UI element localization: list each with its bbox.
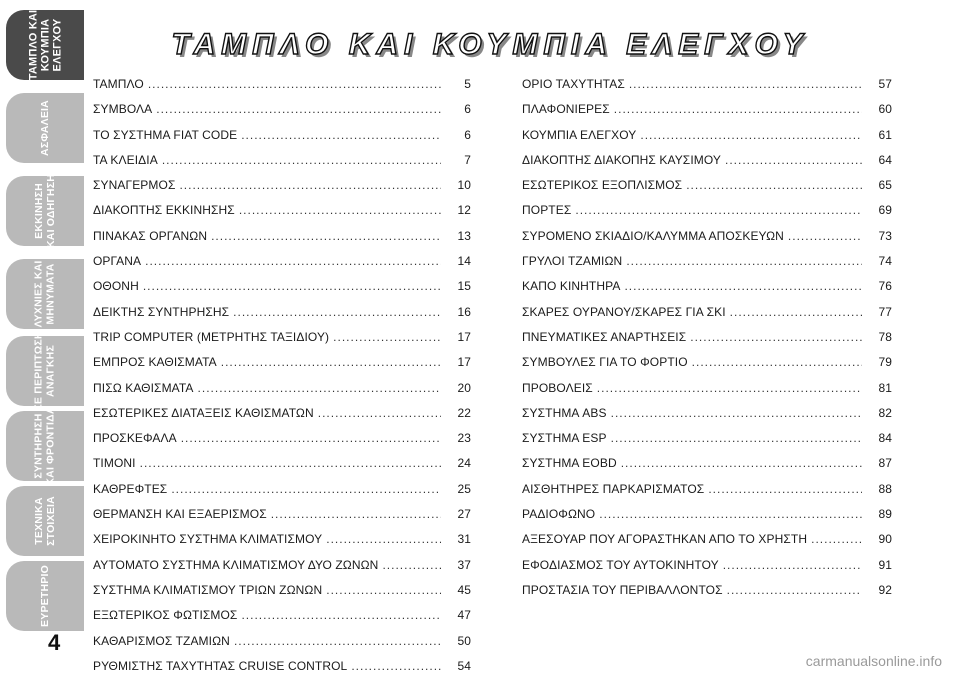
toc-entry-page: 37 <box>457 557 471 572</box>
toc-entry-title: ΟΘΟΝΗ <box>93 279 139 294</box>
toc-entry[interactable] <box>93 583 471 608</box>
toc-entry-title: ΑΥΤΟΜΑΤΟ ΣΥΣΤΗΜΑ ΚΛΙΜΑΤΙΣΜΟΥ ΔΥΟ ΖΩΝΩΝ <box>93 557 379 572</box>
toc-leader-dots <box>708 482 862 496</box>
toc-entry-title: ΟΡΓΑΝΑ <box>93 254 142 269</box>
toc-entry[interactable] <box>93 102 471 127</box>
toc-entry-page: 73 <box>878 228 892 243</box>
toc-entry-title: ΣΥΝΑΓΕΡΜΟΣ <box>93 178 176 193</box>
toc-leader-dots <box>211 229 441 243</box>
toc-entry[interactable] <box>93 431 471 456</box>
toc-entry-page: 76 <box>878 279 892 294</box>
toc-leader-dots <box>575 203 862 217</box>
toc-entry-title: ΣΥΜΒΟΛΑ <box>93 102 153 117</box>
toc-entry-title: ΠΡΟΣΤΑΣΙΑ ΤΟΥ ΠΕΡΙΒΑΛΛΟΝΤΟΣ <box>522 582 723 597</box>
toc-entry-title: ΠΝΕΥΜΑΤΙΚΕΣ ΑΝΑΡΤΗΣΕΙΣ <box>522 329 687 344</box>
toc-entry[interactable] <box>93 330 471 355</box>
toc-entry[interactable] <box>522 456 892 481</box>
toc-entry[interactable] <box>93 507 471 532</box>
toc-entry-title: ΣΥΡΟΜΕΝΟ ΣΚΙΑΔΙΟ/ΚΑΛΥΜΜΑ ΑΠΟΣΚΕΥΩΝ <box>522 228 784 243</box>
toc-entry[interactable] <box>93 178 471 203</box>
toc-entry-title: ΡΑΔΙΟΦΩΝΟ <box>522 507 596 522</box>
toc-entry-page: 25 <box>457 481 471 496</box>
toc-entry-page: 64 <box>878 152 892 167</box>
toc-entry-title: ΠΛΑΦΟΝΙΕΡΕΣ <box>522 102 610 117</box>
toc-leader-dots <box>241 128 441 142</box>
toc-entry[interactable] <box>93 659 471 684</box>
toc-entry-page: 79 <box>878 355 892 370</box>
toc-entry-title: ΕΣΩΤΕΡΙΚΕΣ ΔΙΑΤΑΞΕΙΣ ΚΑΘΙΣΜΑΤΩΝ <box>93 405 314 420</box>
toc-entry-title: ΠΙΝΑΚΑΣ ΟΡΓΑΝΩΝ <box>93 228 208 243</box>
toc-leader-dots <box>686 178 862 192</box>
tab-label: ΕΥΡΕΤΗΡΙΟ <box>39 565 51 627</box>
toc-entry-page: 6 <box>464 102 471 117</box>
toc-entry-page: 81 <box>878 380 892 395</box>
toc-leader-dots <box>626 254 862 268</box>
toc-leader-dots <box>692 355 862 369</box>
toc-entry-page: 88 <box>878 481 892 496</box>
toc-entry-page: 22 <box>457 405 471 420</box>
tab-label: ΛΥΧΝΙΕΣ ΚΑΙ ΜΗΝΥΜΑΤΑ <box>33 260 57 328</box>
toc-entry[interactable] <box>522 330 892 355</box>
toc-entry[interactable] <box>93 532 471 557</box>
toc-leader-dots <box>788 229 862 243</box>
toc-leader-dots <box>221 355 441 369</box>
watermark: carmanualsonline.info <box>805 653 942 669</box>
toc-entry-title: ΕΜΠΡΟΣ ΚΑΘΙΣΜΑΤΑ <box>93 355 217 370</box>
toc-entry[interactable] <box>522 406 892 431</box>
toc-entry-page: 89 <box>878 507 892 522</box>
toc-leader-dots <box>614 102 862 116</box>
toc-leader-dots <box>624 279 862 293</box>
toc-leader-dots <box>179 178 441 192</box>
toc-entry-title: ΤΑΜΠΛΟ <box>93 77 144 91</box>
toc-entry-title: ΤΟ ΣΥΣΤΗΜΑ FIAT CODE <box>93 127 238 142</box>
toc-leader-dots <box>727 583 862 597</box>
toc-entry-title: ΤΙΜΟΝΙ <box>93 456 136 471</box>
toc-entry[interactable] <box>522 153 892 178</box>
toc-entry-page: 5 <box>464 77 471 91</box>
tab-dashboard-controls[interactable] <box>6 10 84 80</box>
toc-entry[interactable] <box>522 381 892 406</box>
toc-entry-page: 10 <box>457 178 471 193</box>
tab-maintenance[interactable] <box>6 406 84 486</box>
toc-leader-dots <box>629 77 862 91</box>
toc-leader-dots <box>621 456 862 470</box>
tab-technical-data[interactable] <box>6 486 84 556</box>
toc-entry-title: ΡΥΘΜΙΣΤΗΣ ΤΑΧΥΤΗΤΑΣ CRUISE CONTROL <box>93 658 348 673</box>
toc-entry[interactable] <box>522 305 892 330</box>
toc-entry-title: ΠΙΣΩ ΚΑΘΙΣΜΑΤΑ <box>93 380 194 395</box>
toc-entry-page: 65 <box>878 178 892 193</box>
toc-entry-page: 84 <box>878 431 892 446</box>
tab-label: ΣΥΝΤΗΡΗΣΗ ΚΑΙ ΦΡΟΝΤΙΔΑ <box>33 406 58 486</box>
tab-index[interactable] <box>6 561 84 631</box>
toc-leader-dots <box>725 153 862 167</box>
toc-entry[interactable] <box>93 406 471 431</box>
toc-entry[interactable] <box>93 305 471 330</box>
page-title: ΤΑΜΠΛΟ ΚΑΙ ΚΟΥΜΠΙΑ ΕΛΕΓΧΟΥ <box>171 28 809 61</box>
toc-entry-page: 87 <box>878 456 892 471</box>
toc-entry-page: 50 <box>457 633 471 648</box>
tab-label: ΑΣΦΑΛΕΙΑ <box>38 100 51 156</box>
toc-leader-dots <box>640 128 862 142</box>
toc-leader-dots <box>318 406 441 420</box>
toc-entry-title: ΔΙΑΚΟΠΤΗΣ ΕΚΚΙΝΗΣΗΣ <box>93 203 235 218</box>
toc-entry[interactable] <box>522 507 892 532</box>
toc-entry-title: ΑΙΣΘΗΤΗΡΕΣ ΠΑΡΚΑΡΙΣΜΑΤΟΣ <box>522 481 705 496</box>
toc-entry[interactable] <box>522 77 892 102</box>
toc-entry-title: ΟΡΙΟ ΤΑΧΥΤΗΤΑΣ <box>522 77 625 91</box>
tab-label: ΤΕΧΝΙΚΑ ΣΤΟΙΧΕΙΑ <box>33 496 57 546</box>
toc-entry-title: ΘΕΡΜΑΝΣΗ ΚΑΙ ΕΞΑΕΡΙΣΜΟΣ <box>93 507 267 522</box>
toc-entry-title: ΓΡΥΛΟΙ ΤΖΑΜΙΩΝ <box>522 254 623 269</box>
toc-entry[interactable] <box>93 355 471 380</box>
toc-leader-dots <box>241 608 441 622</box>
toc-entry[interactable] <box>522 583 892 608</box>
toc-entry[interactable] <box>522 532 892 557</box>
toc-entry-page: 60 <box>878 102 892 117</box>
toc-leader-dots <box>811 532 862 546</box>
toc-leader-dots <box>351 659 441 673</box>
toc-entry[interactable] <box>93 608 471 633</box>
toc-entry[interactable] <box>93 77 471 102</box>
toc-leader-dots <box>239 203 441 217</box>
toc-entry[interactable] <box>522 482 892 507</box>
toc-entry-title: ΠΟΡΤΕΣ <box>522 203 572 218</box>
toc-entry-page: 82 <box>878 405 892 420</box>
toc-entry-page: 17 <box>457 355 471 370</box>
toc-entry-page: 14 <box>457 254 471 269</box>
toc-leader-dots <box>382 558 441 572</box>
toc-leader-dots <box>326 583 441 597</box>
toc-entry-title: ΧΕΙΡΟΚΙΝΗΤΟ ΣΥΣΤΗΜΑ ΚΛΙΜΑΤΙΣΜΟΥ <box>93 532 323 547</box>
toc-entry-page: 17 <box>457 329 471 344</box>
toc-entry-title: ΕΦΟΔΙΑΣΜΟΣ ΤΟΥ ΑΥΤΟΚΙΝΗΤΟΥ <box>522 557 719 572</box>
toc-entry-page: 54 <box>457 658 471 673</box>
toc-entry[interactable] <box>522 203 892 228</box>
toc-entry[interactable] <box>93 229 471 254</box>
tab-starting-driving[interactable] <box>6 176 84 246</box>
section-tabs <box>0 0 84 677</box>
toc-leader-dots <box>730 305 862 319</box>
toc-entry-title: ΔΙΑΚΟΠΤΗΣ ΔΙΑΚΟΠΗΣ ΚΑΥΣΙΜΟΥ <box>522 152 722 167</box>
toc-entry[interactable] <box>93 456 471 481</box>
toc-entry-page: 27 <box>457 507 471 522</box>
toc-leader-dots <box>156 102 441 116</box>
toc-entry-title: ΚΟΥΜΠΙΑ ΕΛΕΓΧΟΥ <box>522 127 637 142</box>
toc-entry-page: 77 <box>878 304 892 319</box>
toc-entry-page: 13 <box>457 228 471 243</box>
toc-leader-dots <box>333 330 441 344</box>
toc-entry-page: 6 <box>464 127 471 142</box>
toc-entry-page: 45 <box>457 582 471 597</box>
toc-entry-page: 20 <box>457 380 471 395</box>
toc-entry[interactable] <box>93 153 471 178</box>
toc-entry-page: 16 <box>457 304 471 319</box>
toc-entry[interactable] <box>522 279 892 304</box>
toc-entry-title: ΣΥΣΤΗΜΑ EOBD <box>522 456 617 471</box>
toc-leader-dots <box>233 305 441 319</box>
toc-entry[interactable] <box>93 381 471 406</box>
toc-entry-page: 57 <box>878 77 892 91</box>
toc-leader-dots <box>597 381 862 395</box>
toc-entry-page: 12 <box>457 203 471 218</box>
toc-entry-page: 24 <box>457 456 471 471</box>
toc-leader-dots <box>611 431 862 445</box>
toc-entry-title: ΚΑΘΡΕΦΤΕΣ <box>93 481 168 496</box>
toc-entry-title: ΣΚΑΡΕΣ ΟΥΡΑΝΟΥ/ΣΚΑΡΕΣ ΓΙΑ ΣΚΙ <box>522 304 726 319</box>
toc-entry[interactable] <box>93 128 471 153</box>
toc-entry-title: ΣΥΣΤΗΜΑ ABS <box>522 405 607 420</box>
tab-label: ΕΚΚΙΝΗΣΗ ΚΑΙ ΟΔΗΓΗΣΗ <box>33 174 57 248</box>
tab-label: ΣΕ ΠΕΡΙΠΤΩΣΗ ΑΝΑΓΚΗΣ <box>33 331 57 411</box>
toc-entry-page: 7 <box>464 152 471 167</box>
toc-entry[interactable] <box>522 254 892 279</box>
toc-entry-page: 78 <box>878 329 892 344</box>
toc-entry-page: 31 <box>457 532 471 547</box>
toc-entry[interactable] <box>522 229 892 254</box>
toc-leader-dots <box>723 558 862 572</box>
toc-entry-page: 61 <box>878 127 892 142</box>
toc-leader-dots <box>271 507 441 521</box>
tab-emergency[interactable] <box>6 331 84 411</box>
toc-entry[interactable] <box>93 558 471 583</box>
toc-leader-dots <box>162 153 441 167</box>
toc-column-right <box>522 77 892 608</box>
toc-entry[interactable] <box>93 279 471 304</box>
toc-entry-page: 15 <box>457 279 471 294</box>
toc-entry[interactable] <box>522 178 892 203</box>
toc-leader-dots <box>690 330 862 344</box>
page-number: 4 <box>48 630 61 655</box>
toc-entry-page: 47 <box>457 608 471 623</box>
tab-label: ΤΑΜΠΛΟ ΚΑΙ ΚΟΥΜΠΙΑ ΕΛΕΓΧΟΥ <box>27 9 63 81</box>
toc-entry-page: 90 <box>878 532 892 547</box>
toc-entry-title: ΤΑ ΚΛΕΙΔΙΑ <box>93 152 158 167</box>
toc-entry-title: TRIP COMPUTER (ΜΕΤΡΗΤΗΣ ΤΑΞΙΔΙΟΥ) <box>93 329 330 344</box>
toc-leader-dots <box>145 254 441 268</box>
toc-entry-page: 92 <box>878 582 892 597</box>
toc-entry-title: ΚΑΠΟ ΚΙΝΗΤΗΡΑ <box>522 279 621 294</box>
toc-entry-title: ΠΡΟΣΚΕΦΑΛΑ <box>93 431 177 446</box>
toc-entry[interactable] <box>522 558 892 583</box>
toc-leader-dots <box>148 77 441 91</box>
toc-leader-dots <box>198 381 441 395</box>
toc-entry-page: 23 <box>457 431 471 446</box>
toc-entry-title: ΕΞΩΤΕΡΙΚΟΣ ΦΩΤΙΣΜΟΣ <box>93 608 238 623</box>
toc-entry-title: ΑΞΕΣΟΥΑΡ ΠΟΥ ΑΓΟΡΑΣΤΗΚΑΝ ΑΠΟ ΤΟ ΧΡΗΣΤΗ <box>522 532 808 547</box>
toc-entry[interactable] <box>93 254 471 279</box>
toc-entry-title: ΔΕΙΚΤΗΣ ΣΥΝΤΗΡΗΣΗΣ <box>93 304 230 319</box>
toc-entry-page: 74 <box>878 254 892 269</box>
toc-column-left <box>93 77 471 684</box>
toc-leader-dots <box>143 279 441 293</box>
tab-safety[interactable] <box>6 93 84 163</box>
toc-entry[interactable] <box>522 102 892 127</box>
toc-leader-dots <box>611 406 862 420</box>
toc-entry-title: ΣΥΣΤΗΜΑ ΚΛΙΜΑΤΙΣΜΟΥ ΤΡΙΩΝ ΖΩΝΩΝ <box>93 582 323 597</box>
toc-entry[interactable] <box>522 431 892 456</box>
toc-leader-dots <box>171 482 441 496</box>
toc-leader-dots <box>140 456 441 470</box>
toc-entry-title: ΣΥΣΤΗΜΑ ESP <box>522 431 607 446</box>
toc-entry-page: 69 <box>878 203 892 218</box>
toc-entry[interactable] <box>522 355 892 380</box>
toc-entry-title: ΚΑΘΑΡΙΣΜΟΣ ΤΖΑΜΙΩΝ <box>93 633 230 648</box>
toc-entry-title: ΕΣΩΤΕΡΙΚΟΣ ΕΞΟΠΛΙΣΜΟΣ <box>522 178 683 193</box>
toc-leader-dots <box>181 431 441 445</box>
tab-warning-lights[interactable] <box>6 259 84 329</box>
toc-entry[interactable] <box>93 482 471 507</box>
toc-entry-page: 91 <box>878 557 892 572</box>
toc-leader-dots <box>234 634 441 648</box>
toc-leader-dots <box>599 507 862 521</box>
toc-entry[interactable] <box>93 634 471 659</box>
toc-entry-title: ΠΡΟΒΟΛΕΙΣ <box>522 380 593 395</box>
toc-entry[interactable] <box>522 128 892 153</box>
toc-leader-dots <box>326 532 441 546</box>
toc-entry-title: ΣΥΜΒΟΥΛΕΣ ΓΙΑ ΤΟ ΦΟΡΤΙΟ <box>522 355 688 370</box>
toc-entry[interactable] <box>93 203 471 228</box>
